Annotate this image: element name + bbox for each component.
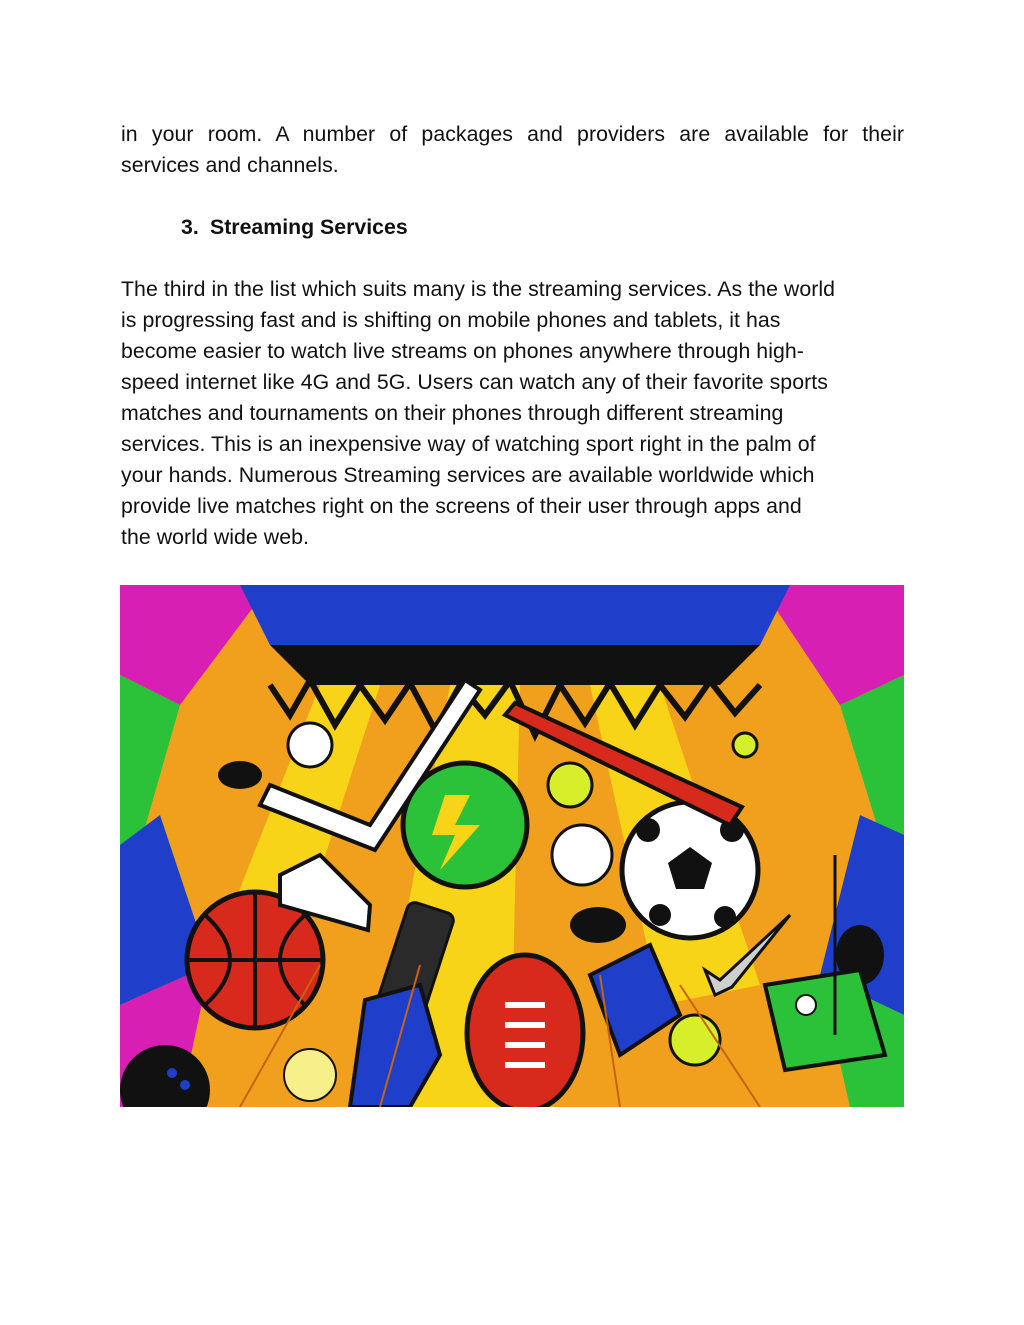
sports-illustration — [120, 585, 904, 1107]
bowling-ball-hole — [180, 1080, 190, 1090]
intro-paragraph — [121, 119, 904, 181]
baseball — [288, 723, 332, 767]
soccer-ball-patch — [649, 904, 671, 926]
tennis-ball — [548, 763, 592, 807]
golf-ball — [796, 995, 816, 1015]
softball — [670, 1015, 720, 1065]
body-line: your hands. Numerous Streaming services are available worldwide which — [121, 463, 815, 487]
hockey-puck — [218, 761, 262, 789]
soccer-ball-patch — [714, 906, 736, 928]
body-line: services. This is an inexpensive way of watching sport right in the palm of — [121, 432, 816, 456]
body-line: The third in the list which suits many is the streaming services. As the world — [121, 277, 836, 301]
american-football — [467, 955, 583, 1107]
body-line: speed internet like 4G and 5G. Users can watch any of their favorite sports — [121, 370, 828, 394]
intro-line: in your room. A number of packages and providers are available for their — [121, 122, 904, 146]
intro-line: services and channels. — [121, 153, 339, 177]
section-number: 3. — [181, 215, 199, 239]
body-paragraph — [121, 274, 911, 553]
blue-frame — [240, 585, 790, 645]
hockey-puck — [570, 907, 626, 943]
popcorn — [284, 1049, 336, 1101]
tennis-ball — [733, 733, 757, 757]
body-line: is progressing fast and is shifting on mobile phones and tablets, it has — [121, 308, 781, 332]
baseball — [552, 825, 612, 885]
soccer-ball-patch — [636, 818, 660, 842]
body-line: become easier to watch live streams on phones anywhere through high- — [121, 339, 804, 363]
body-line: the world wide web. — [121, 525, 309, 549]
bowling-ball-hole — [167, 1068, 177, 1078]
body-line: matches and tournaments on their phones through different streaming — [121, 401, 784, 425]
section-heading — [181, 212, 408, 243]
sports-illustration-art — [120, 585, 904, 1107]
section-title: Streaming Services — [210, 215, 408, 239]
body-line: provide live matches right on the screens of their user through apps and — [121, 494, 802, 518]
dark-opening — [270, 645, 760, 685]
